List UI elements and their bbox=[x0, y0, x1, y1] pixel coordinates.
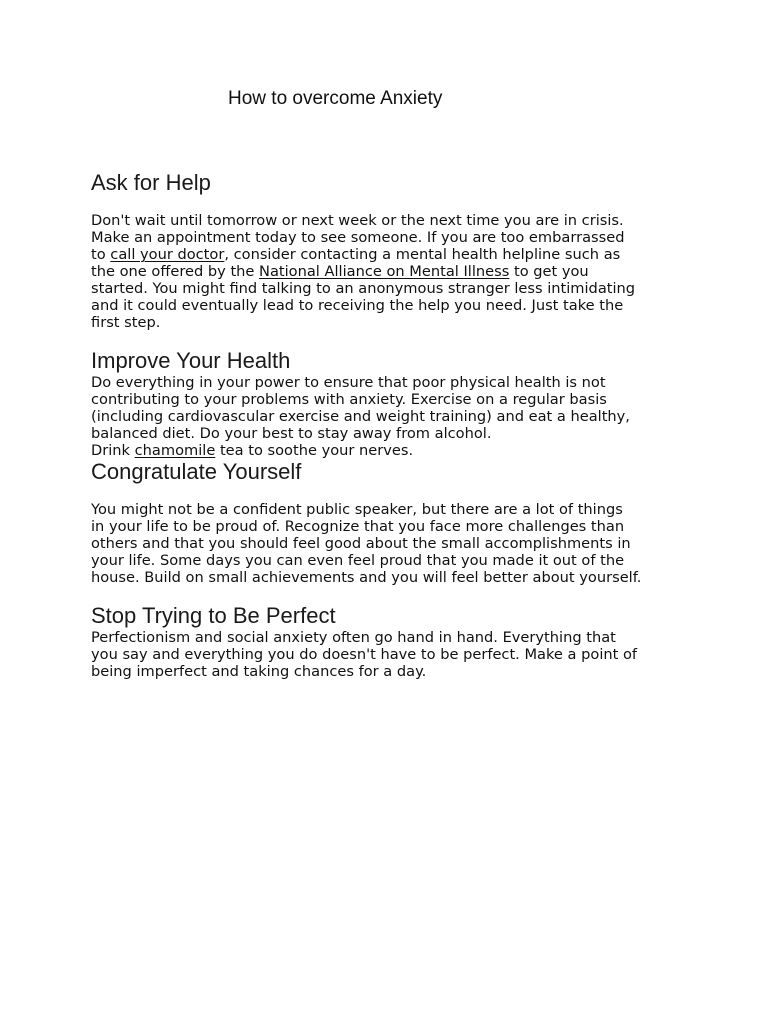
paragraph-line: being imperfect and taking chances for a day. bbox=[91, 663, 427, 680]
paragraph-ask-for-help bbox=[91, 212, 691, 331]
paragraph-line: and it could eventually lead to receiving the help you need. Just take the bbox=[91, 297, 624, 314]
paragraph-stop-trying-to-be-perfect bbox=[91, 629, 691, 680]
paragraph-line: (including cardiovascular exercise and weight training) and eat a healthy, bbox=[91, 408, 630, 425]
text-segment: tea to soothe your nerves. bbox=[215, 442, 414, 459]
paragraph-line: others and that you should feel good about the small accomplishments in bbox=[91, 535, 631, 552]
paragraph-line bbox=[91, 246, 691, 263]
paragraph-line: in your life to be proud of. Recognize that you face more challenges than bbox=[91, 518, 625, 535]
chamomile-link[interactable]: chamomile bbox=[134, 442, 216, 459]
heading-congratulate-yourself: Congratulate Yourself bbox=[91, 459, 302, 484]
paragraph-line: Perfectionism and social anxiety often go hand in hand. Everything that bbox=[91, 629, 616, 646]
paragraph-line: Don't wait until tomorrow or next week or the next time you are in crisis. bbox=[91, 212, 624, 229]
paragraph-line: Make an appointment today to see someone. If you are too embarrassed bbox=[91, 229, 625, 246]
paragraph-line bbox=[91, 263, 691, 280]
paragraph-congratulate-yourself bbox=[91, 501, 691, 586]
paragraph-line bbox=[91, 442, 691, 459]
paragraph-line: Do everything in your power to ensure that poor physical health is not bbox=[91, 374, 606, 391]
text-segment: to get you bbox=[509, 263, 589, 280]
text-segment: to bbox=[91, 246, 111, 263]
heading-stop-trying-to-be-perfect: Stop Trying to Be Perfect bbox=[91, 603, 336, 628]
paragraph-line: You might not be a confident public speaker, but there are a lot of things bbox=[91, 501, 623, 518]
text-segment: the one offered by the bbox=[91, 263, 260, 280]
nami-link[interactable]: National Alliance on Mental Illness bbox=[259, 263, 510, 280]
call-your-doctor-link[interactable]: call your doctor bbox=[110, 246, 225, 263]
paragraph-line: started. You might find talking to an anonymous stranger less intimidating bbox=[91, 280, 636, 297]
paragraph-line: house. Build on small achievements and you will feel better about yourself. bbox=[91, 569, 642, 586]
text-segment: Drink bbox=[91, 442, 135, 459]
paragraph-line: your life. Some days you can even feel proud that you made it out of the bbox=[91, 552, 625, 569]
paragraph-improve-your-health bbox=[91, 374, 691, 459]
paragraph-line: you say and everything you do doesn't have to be perfect. Make a point of bbox=[91, 646, 638, 663]
document-title: How to overcome Anxiety bbox=[228, 88, 443, 109]
paragraph-line: first step. bbox=[91, 314, 161, 331]
heading-improve-your-health: Improve Your Health bbox=[91, 348, 291, 373]
paragraph-line: contributing to your problems with anxiety. Exercise on a regular basis bbox=[91, 391, 607, 408]
paragraph-line: balanced diet. Do your best to stay away from alcohol. bbox=[91, 425, 492, 442]
heading-ask-for-help: Ask for Help bbox=[91, 170, 211, 195]
text-segment: , consider contacting a mental health helpline such as bbox=[224, 246, 621, 263]
